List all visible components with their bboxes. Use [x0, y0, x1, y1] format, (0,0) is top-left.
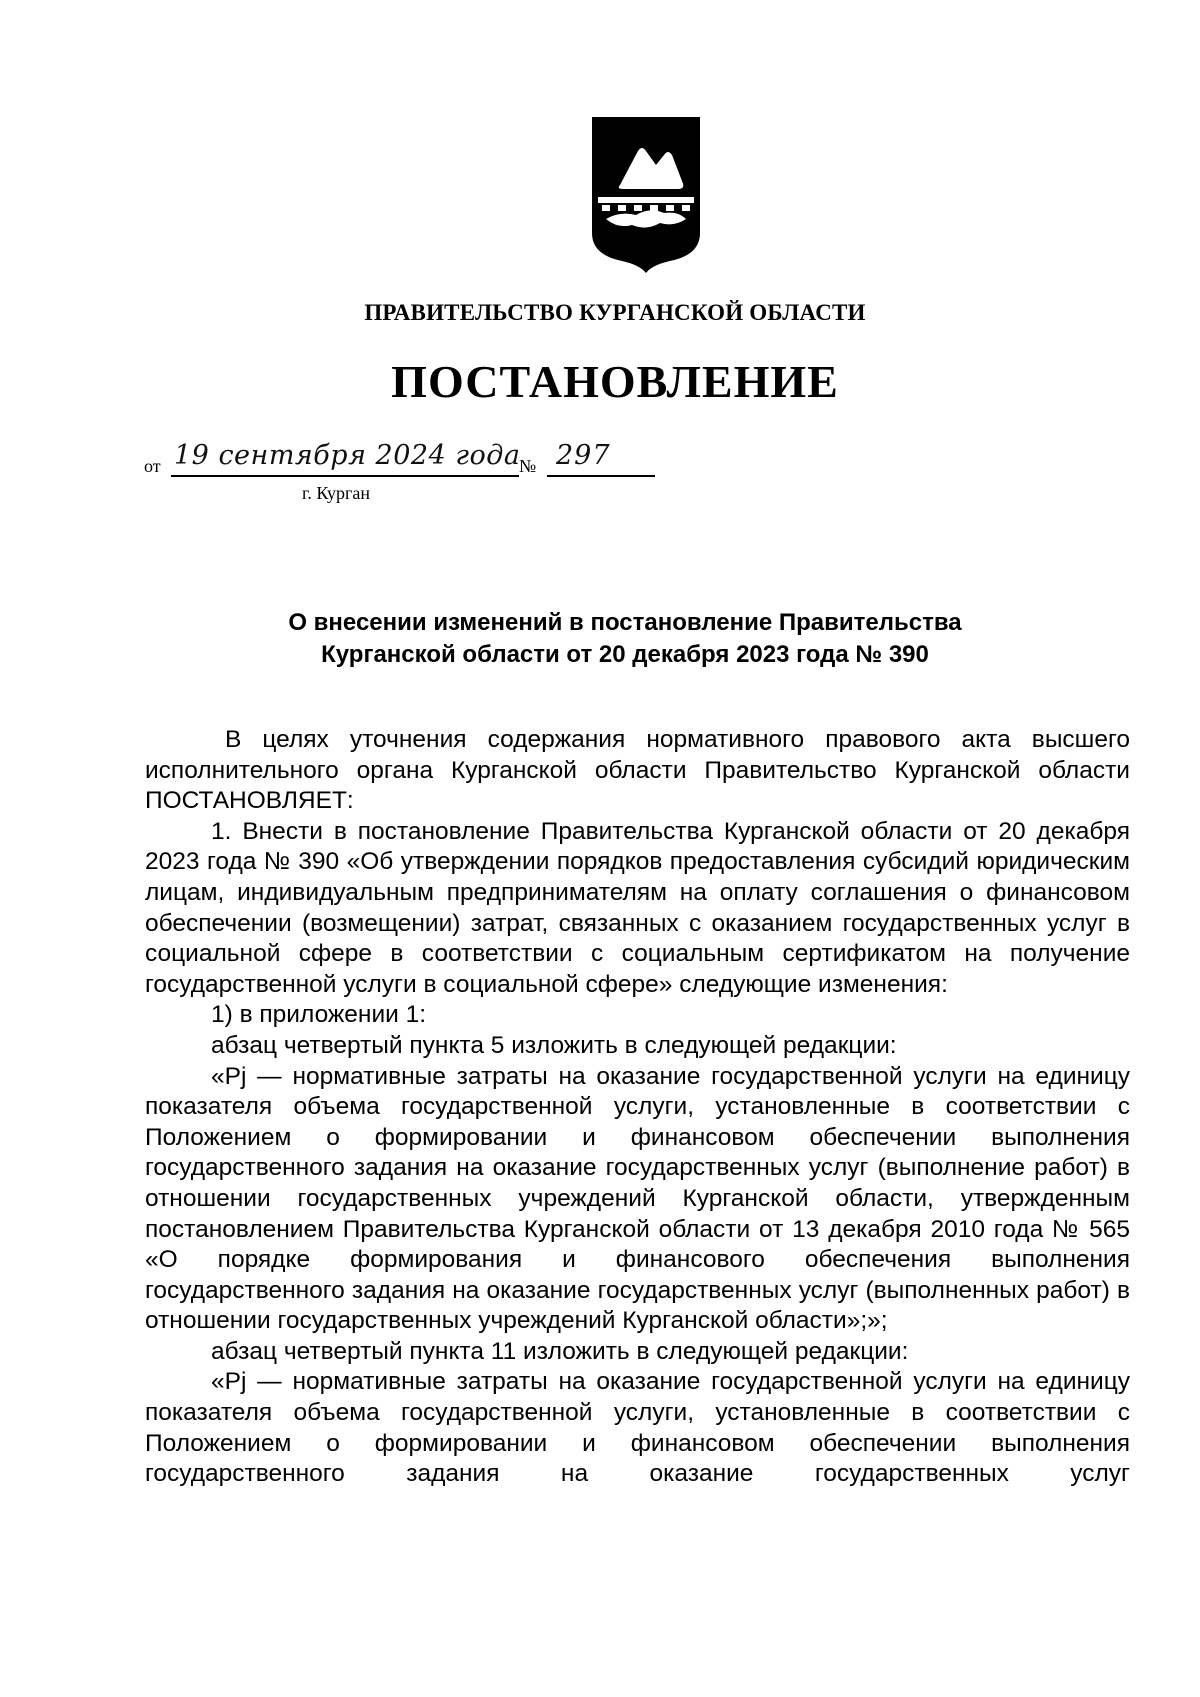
government-name: ПРАВИТЕЛЬСТВО КУРГАНСКОЙ ОБЛАСТИ	[364, 300, 866, 325]
body-paragraph: абзац четвертый пункта 5 изложить в следующей редакции:	[211, 1031, 897, 1059]
date-underline	[171, 475, 519, 477]
number-underline	[547, 475, 655, 477]
body-paragraph: абзац четвертый пункта 11 изложить в следующей редакции:	[211, 1337, 909, 1365]
body-paragraph: 1. Внести в постановление Правительства Курганской области от 20 декабря 2023 года № 390 «Об утверждении порядков предоставления субсидий юридическим лицам, индивидуальным предпринимателям на оплату соглашения о финансовом обеспечении (возмещении) затрат, связанных с оказанием государственных услуг в социальной сфере в соответствии с социальным сертификатом на получение государственной услуги в социальной сфере» следующие изменения:	[145, 817, 1130, 998]
title-line-1: О внесении изменений в постановление Правительства	[288, 609, 962, 636]
handwritten-date: 19 сентября 2024 года	[174, 440, 521, 471]
number-sign-label: №	[519, 456, 537, 476]
date-prefix-label: от	[144, 456, 161, 476]
body-paragraph: «Pj — нормативные затраты на оказание государственной услуги на единицу показателя объема государственной услуги, установленные в соответствии с Положением о формировании и финансовом обеспечении выполнения государственного задания на оказание государственных услуг	[145, 1368, 1130, 1488]
document-title	[0, 607, 1200, 671]
title-line-2: Курганской области от 20 декабря 2023 года № 390	[321, 641, 929, 668]
body-paragraph: «Pj — нормативные затраты на оказание государственной услуги на единицу показателя объема государственной услуги, установленные в соответствии с Положением о формировании и финансовом обеспечении выполнения государственного задания на оказание государственных услуг (выполнение работ) в отношении государственных учреждений Курганской области, утвержденным постановлением Правительства Курганской области от 13 декабря 2010 года № 565 «О порядке формирования и финансового обеспечения выполнения государственного задания на оказание государственных услуг (выполненных работ) в отношении государственных учреждений Курганской области»;»;	[145, 1062, 1130, 1335]
body-paragraph: 1) в приложении 1:	[211, 1001, 427, 1029]
document-type-heading: ПОСТАНОВЛЕНИЕ	[391, 356, 839, 407]
document-body	[145, 725, 1130, 1490]
date-number-line	[144, 440, 664, 480]
body-paragraph: В целях уточнения содержания нормативного правового акта высшего исполнительного органа Курганской области Правительство Курганской области ПОСТАНОВЛЯЕТ:	[145, 726, 1130, 815]
handwritten-number: 297	[556, 440, 611, 471]
city-label: г. Курган	[302, 483, 371, 503]
coat-of-arms-emblem	[590, 115, 702, 273]
